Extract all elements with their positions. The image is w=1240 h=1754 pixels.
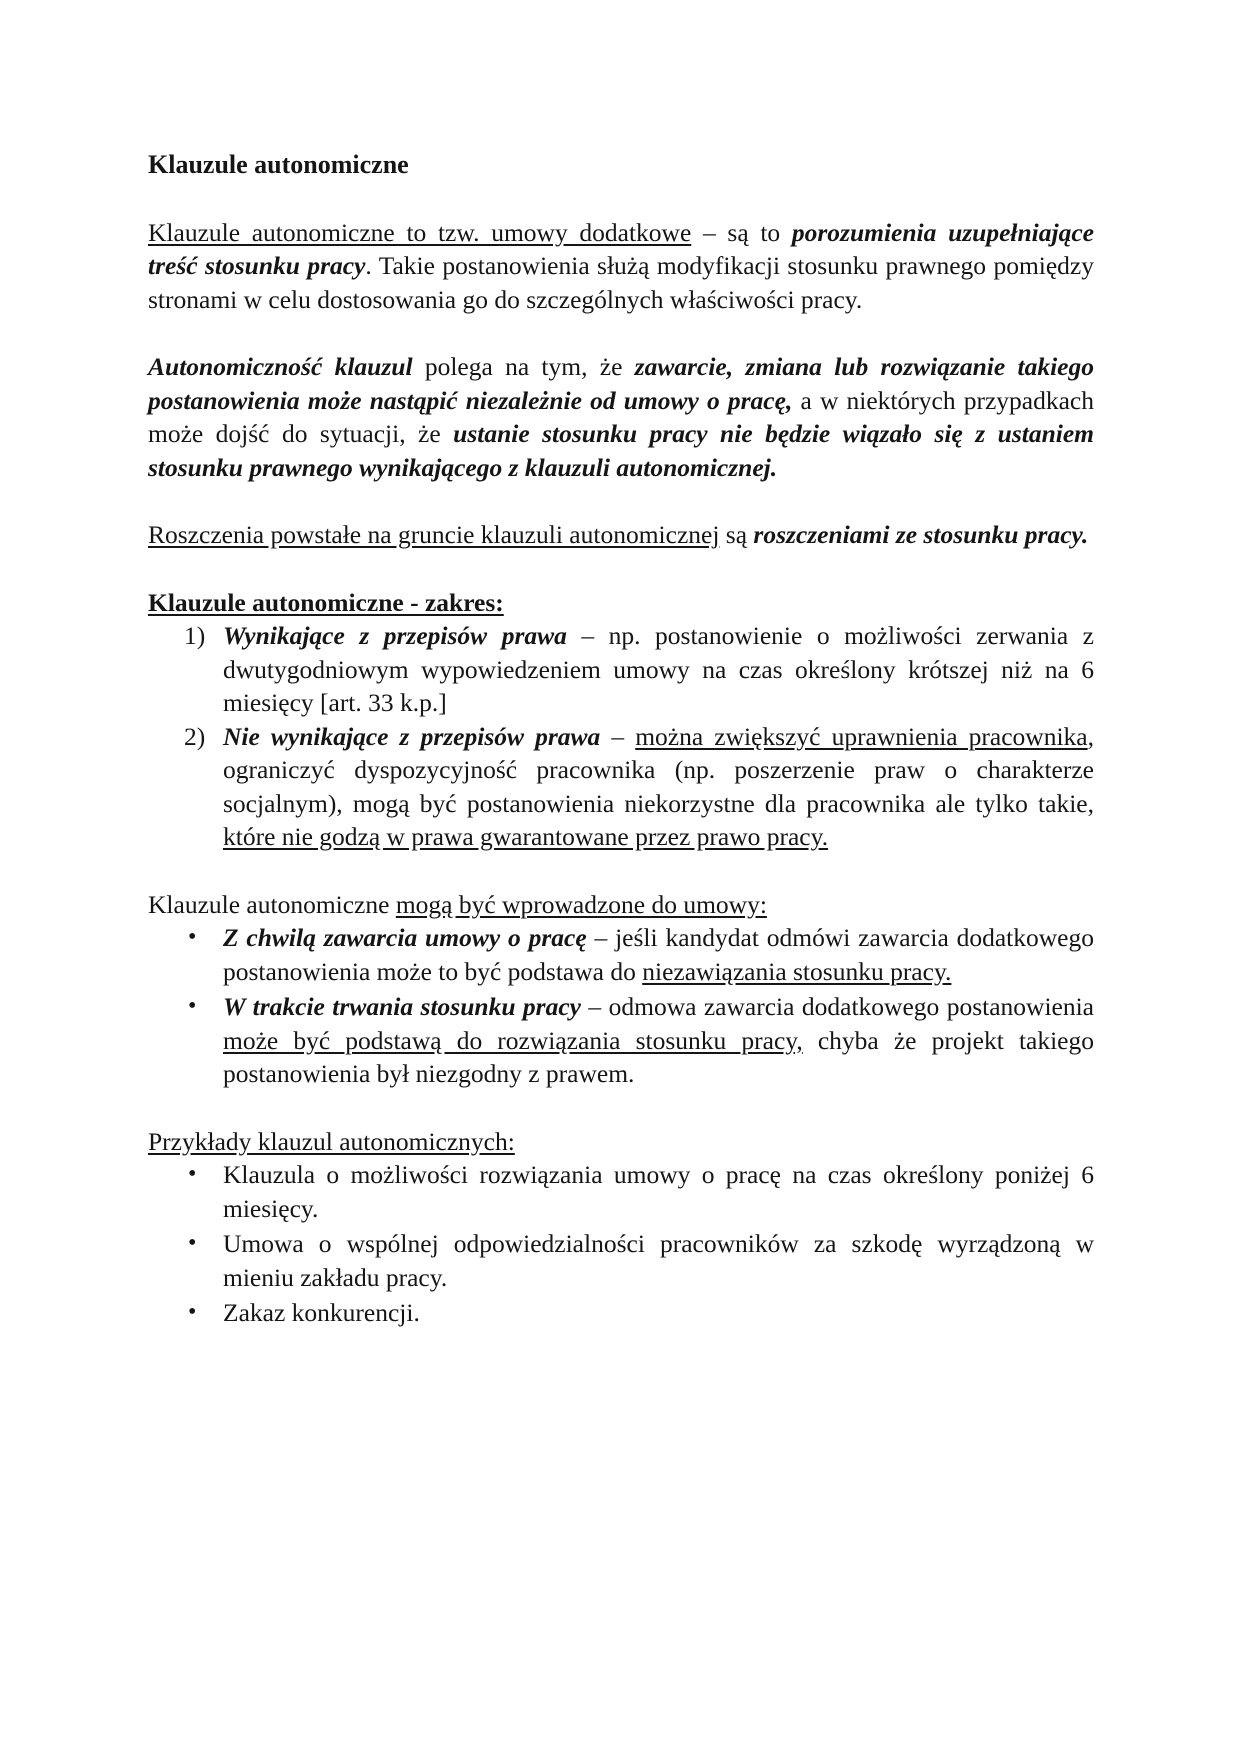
list-item	[148, 619, 1094, 720]
paragraph-claims	[148, 518, 1094, 552]
text: są	[719, 520, 754, 549]
text: Klauzule autonomiczne	[148, 889, 396, 919]
text: –	[600, 721, 636, 751]
list-item	[148, 1227, 1094, 1294]
autonomy-emphasis: zawarcie, zmiana lub rozwiązanie takiego postanowienia może nastąpić niezależnie od umowy o pracę,	[148, 352, 1094, 415]
text: , ograniczyć dyspozycyjność pracownika (np. poszerzenie praw o charakterze socjalnym), mogą być postanowienia niekorzystne dla pracownika ale tylko takie,	[223, 721, 1095, 818]
definition-underlined: Klauzule autonomiczne to tzw. umowy dodatkowe	[148, 217, 692, 247]
intro-label	[148, 888, 1094, 922]
definition-emphasis: porozumienia uzupełniające treść stosunku pracy	[148, 217, 1094, 280]
item-underlined: można zwiększyć uprawnienia pracownika	[635, 721, 1088, 751]
text: .	[1081, 520, 1089, 549]
text: – odmowa zawarcia dodatkowego postanowienia	[581, 992, 1094, 1021]
list-item	[148, 720, 1094, 854]
intro-list	[148, 921, 1094, 1091]
text: . Takie postanowienia służą modyfikacji stosunku prawnego pomiędzy stronami w celu dostosowania go do szczególnych właściwości pracy.	[148, 251, 1094, 314]
item-underlined: może być podstawą do rozwiązania stosunku pracy,	[223, 1025, 803, 1055]
document-title: Klauzule autonomiczne	[148, 150, 409, 179]
claims-emphasis: roszczeniami ze stosunku pracy	[753, 520, 1082, 549]
example-text: Zakaz konkurencji.	[223, 1298, 420, 1327]
autonomy-term: Autonomiczność klauzul	[148, 352, 413, 381]
item-emphasis: W trakcie trwania stosunku pracy	[223, 992, 581, 1021]
list-marker: 2)	[184, 721, 206, 751]
example-text: Klauzula o możliwości rozwiązania umowy o pracę na czas określony poniżej 6 miesięcy.	[223, 1160, 1094, 1223]
claims-underlined: Roszczenia powstałe na gruncie klauzuli autonomicznej	[148, 520, 720, 549]
examples-list	[148, 1158, 1094, 1330]
item-emphasis: Nie wynikające z przepisów prawa	[223, 721, 601, 751]
bullet-icon: •	[188, 924, 197, 950]
examples-label: Przykłady klauzul autonomicznych:	[148, 1126, 515, 1156]
list-item	[148, 921, 1094, 988]
scope-heading: Klauzule autonomiczne - zakres:	[148, 587, 504, 617]
text: a w niektórych przypadkach może dojść do sytuacji, że	[148, 385, 1094, 448]
text: polega na tym, że	[412, 352, 635, 381]
text: – jeśli kandydat odmówi zawarcia dodatkowego postanowienia może to być podstawa do	[223, 923, 1094, 986]
example-text: Umowa o wspólnej odpowiedzialności pracowników za szkodę wyrządzoną w mieniu zakładu pracy.	[223, 1229, 1094, 1292]
bullet-icon: •	[188, 1230, 197, 1256]
item-emphasis: Wynikające z przepisów prawa	[223, 621, 567, 650]
text: – są to	[691, 217, 792, 247]
bullet-icon: •	[188, 993, 197, 1019]
intro-underlined: mogą być wprowadzone do umowy:	[395, 889, 767, 919]
text: – np. postanowienie o możliwości zerwania z dwutygodniowym wypowiedzeniem umowy na czas określony krótszej niż na 6 miesięcy [art. 33 k.p.]	[223, 621, 1094, 717]
item-underlined-2: które nie godzą w prawa gwarantowane przez prawo pracy.	[223, 822, 829, 851]
autonomy-emphasis-2: ustanie stosunku pracy nie będzie wiązało się z ustaniem stosunku prawnego wynikającego z klauzuli autonomicznej.	[148, 419, 1094, 482]
paragraph-autonomy	[148, 350, 1094, 484]
list-item	[148, 990, 1094, 1091]
list-item	[148, 1158, 1094, 1225]
item-underlined: niezawiązania stosunku pracy.	[642, 956, 952, 986]
list-item	[148, 1296, 1094, 1330]
scope-list	[148, 619, 1094, 854]
paragraph-definition	[148, 216, 1094, 317]
item-emphasis: Z chwilą zawarcia umowy o pracę	[223, 923, 587, 952]
bullet-icon: •	[188, 1161, 197, 1187]
bullet-icon: •	[188, 1299, 197, 1325]
list-marker: 1)	[184, 621, 206, 650]
text: chyba że projekt takiego postanowienia był niezgodny z prawem.	[223, 1025, 1094, 1088]
